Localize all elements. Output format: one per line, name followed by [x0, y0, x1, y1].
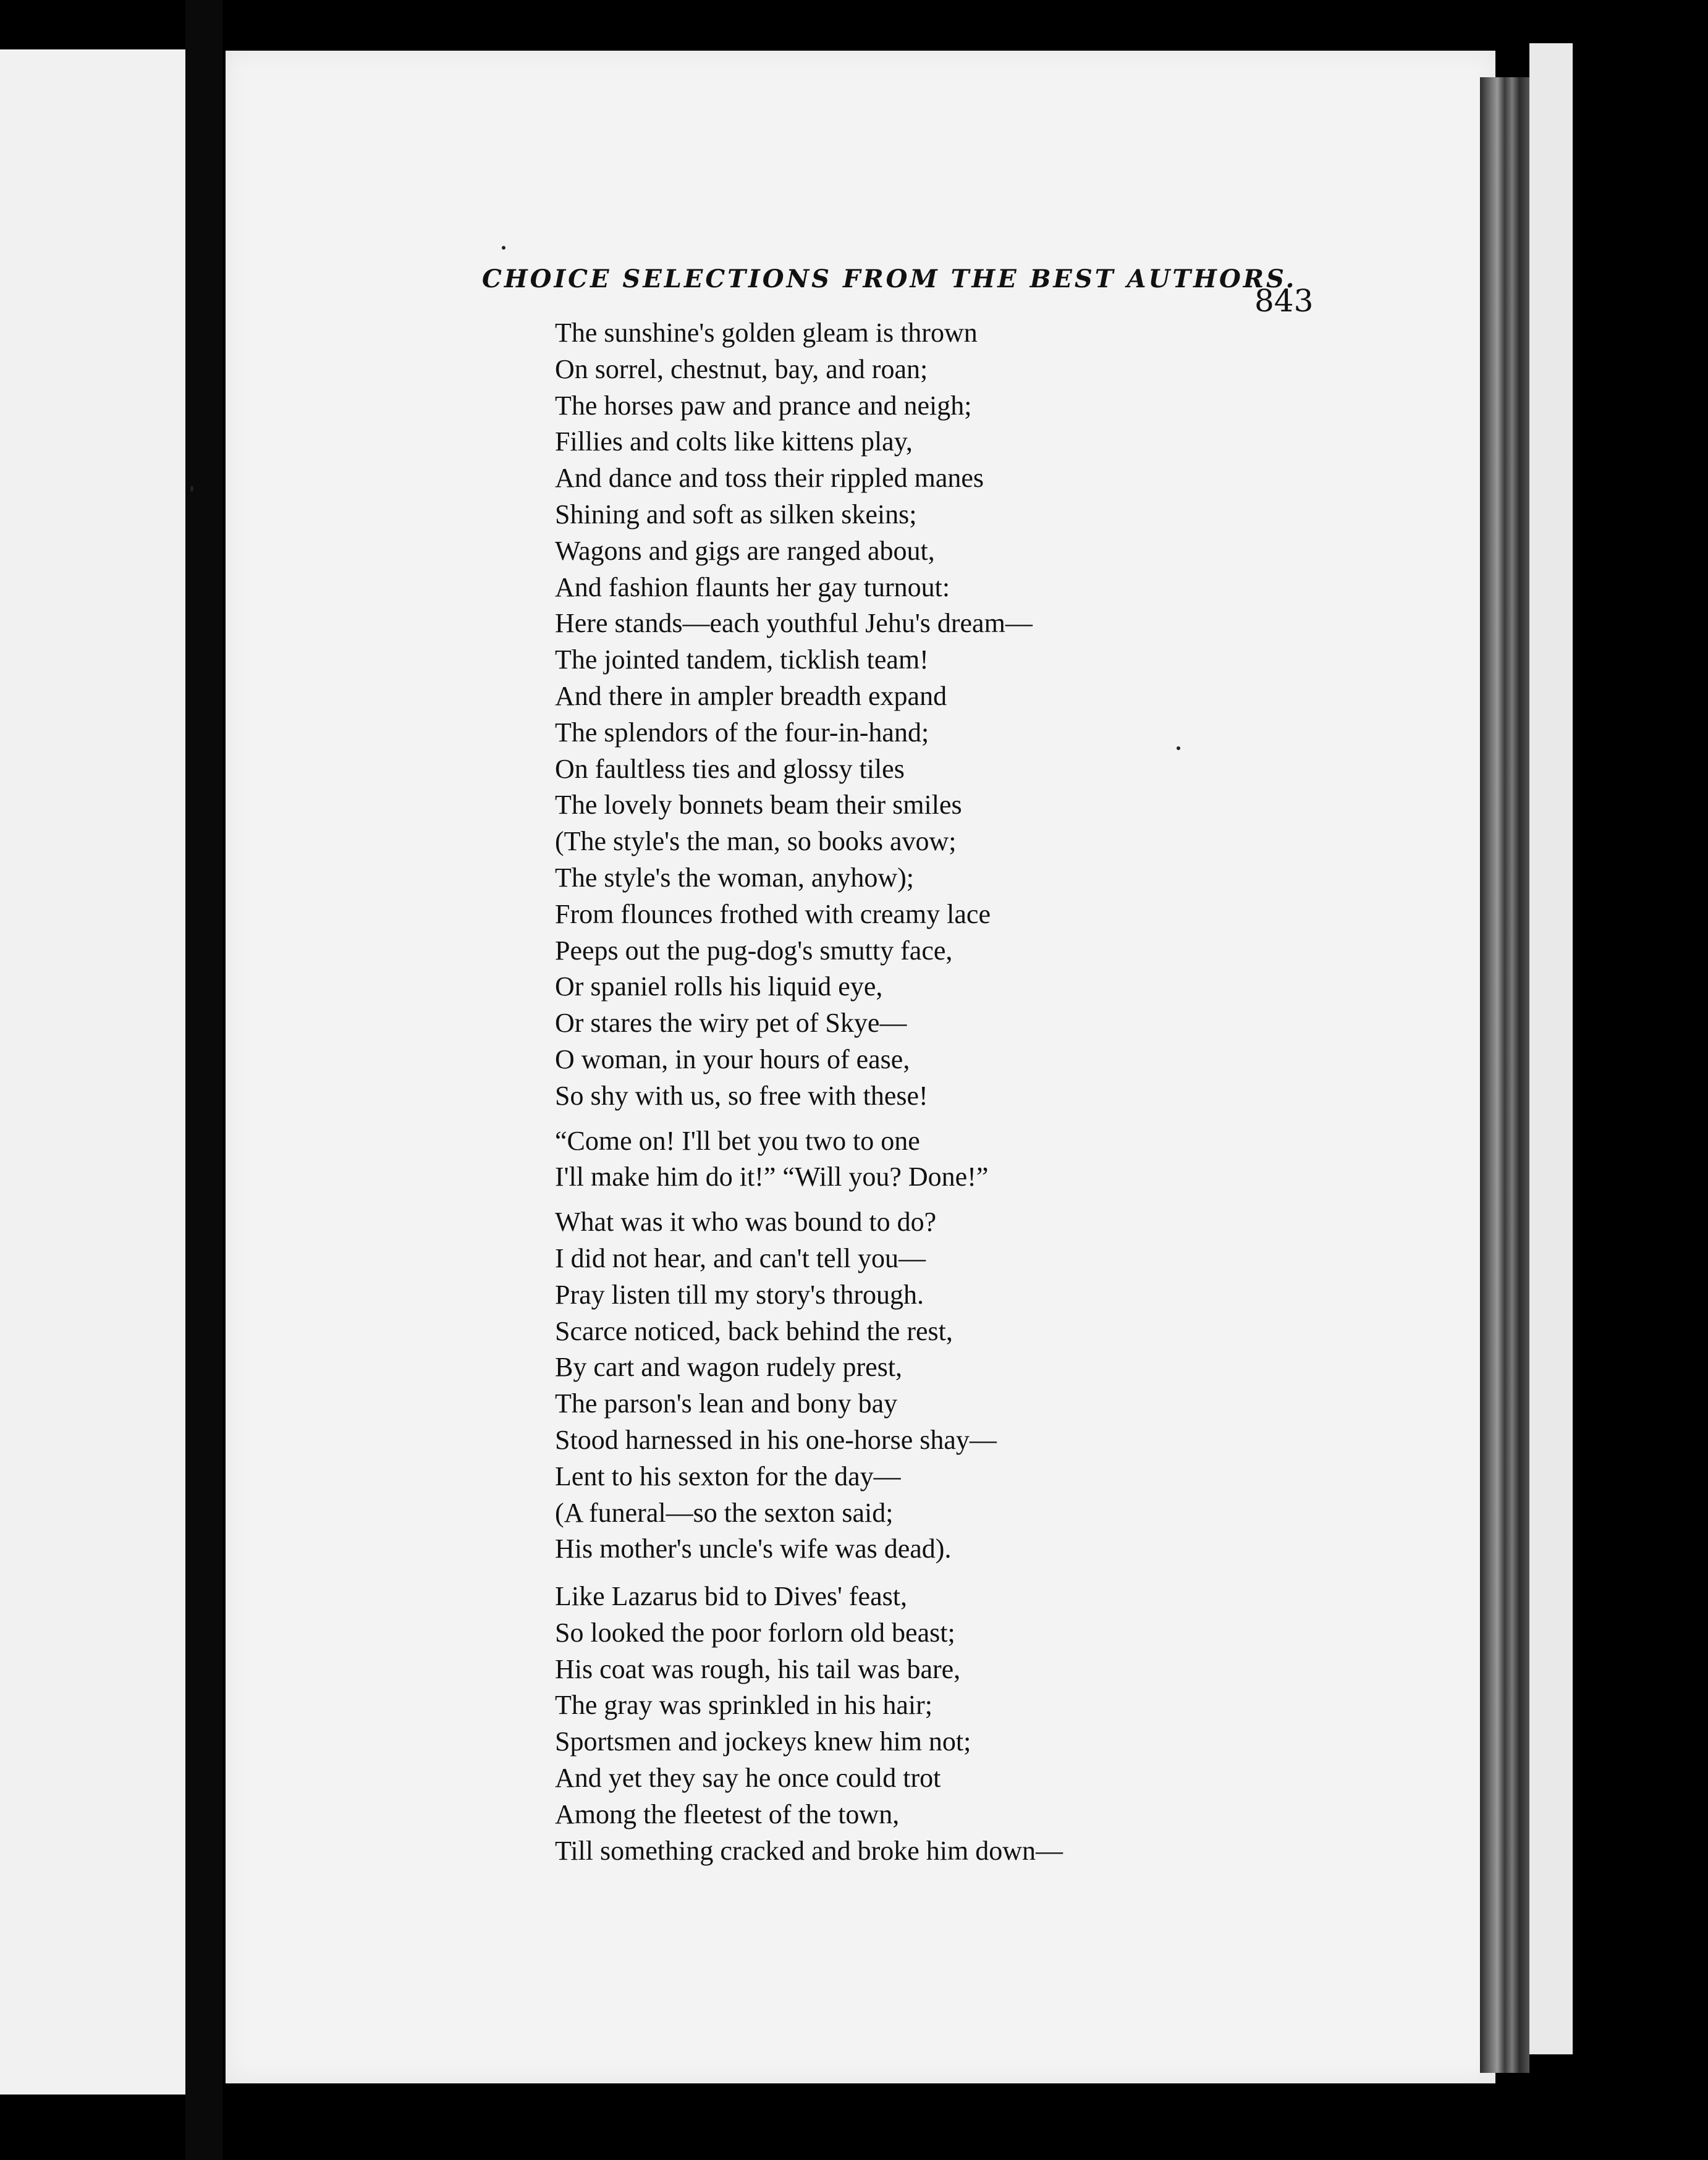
stanza-4: [555, 1579, 1204, 1869]
poem-line: Scarce noticed, back behind the rest,: [555, 1315, 953, 1346]
poem-line: The gray was sprinkled in his hair;: [555, 1690, 932, 1721]
stanza-1: [555, 315, 1204, 1115]
poem-line: And dance and toss their rippled manes: [555, 463, 984, 494]
poem-text: [555, 315, 1204, 1869]
poem-line: Till something cracked and broke him down—: [555, 1835, 1063, 1866]
poem-line: His mother's uncle's wife was dead).: [555, 1534, 952, 1564]
poem-line: The jointed tandem, ticklish team!: [555, 644, 929, 675]
poem-line: Sportsmen and jockeys knew him not;: [555, 1726, 971, 1757]
poem-line: And yet they say he once could trot: [555, 1763, 941, 1794]
scan-speck: [190, 486, 193, 492]
poem-line: The lovely bonnets beam their smiles: [555, 790, 962, 821]
poem-line: Here stands—each youthful Jehu's dream—: [555, 608, 1033, 639]
poem-line: O woman, in your hours of ease,: [555, 1044, 910, 1074]
poem-line: And there in ampler breadth expand: [555, 680, 947, 711]
poem-line: Fillies and colts like kittens play,: [555, 426, 913, 457]
stanza-break: [555, 1567, 1204, 1579]
poem-line: “Come on! I'll bet you two to one: [555, 1125, 920, 1156]
page-number: 843: [1254, 283, 1314, 319]
poem-line: Lent to his sexton for the day—: [555, 1461, 901, 1491]
poem-line: I did not hear, and can't tell you—: [555, 1242, 926, 1273]
poem-line: Shining and soft as silken skeins;: [555, 499, 917, 529]
poem-line: (A funeral—so the sexton said;: [555, 1497, 894, 1528]
stanza-2: [555, 1123, 1204, 1196]
scan-speck: [502, 246, 505, 250]
poem-line: Wagons and gigs are ranged about,: [555, 535, 935, 566]
poem-line: The horses paw and prance and neigh;: [555, 390, 972, 421]
running-title: CHOICE SELECTIONS FROM THE BEST AUTHORS.: [482, 264, 1297, 293]
poem-line: Stood harnessed in his one-horse shay—: [555, 1424, 997, 1455]
stanza-break: [555, 1196, 1204, 1204]
scan-speck: [1177, 746, 1180, 750]
poem-line: Among the fleetest of the town,: [555, 1799, 900, 1829]
poem-line: (The style's the man, so books avow;: [555, 826, 957, 857]
stanza-3: [555, 1204, 1204, 1567]
poem-line: His coat was rough, his tail was bare,: [555, 1653, 961, 1684]
poem-line: Like Lazarus bid to Dives' feast,: [555, 1581, 907, 1612]
poem-line: The splendors of the four-in-hand;: [555, 717, 929, 748]
poem-line: Or stares the wiry pet of Skye—: [555, 1008, 907, 1039]
poem-line: So shy with us, so free with these!: [555, 1080, 928, 1111]
poem-line: So looked the poor forlorn old beast;: [555, 1617, 955, 1648]
poem-line: On sorrel, chestnut, bay, and roan;: [555, 353, 928, 384]
page-edge-stack: [1480, 77, 1529, 2073]
poem-line: Pray listen till my story's through.: [555, 1279, 924, 1310]
poem-line: I'll make him do it!” “Will you? Done!”: [555, 1162, 989, 1192]
poem-line: The parson's lean and bony bay: [555, 1388, 898, 1419]
poem-line: From flounces frothed with creamy lace: [555, 898, 991, 929]
poem-line: The sunshine's golden gleam is thrown: [555, 318, 978, 348]
poem-line: By cart and wagon rudely prest,: [555, 1352, 903, 1383]
stanza-break: [555, 1115, 1204, 1123]
poem-line: What was it who was bound to do?: [555, 1207, 937, 1238]
poem-line: On faultless ties and glossy tiles: [555, 753, 905, 784]
poem-line: The style's the woman, anyhow);: [555, 862, 915, 893]
facing-page: [0, 49, 185, 2095]
poem-line: Peeps out the pug-dog's smutty face,: [555, 935, 953, 966]
poem-line: And fashion flaunts her gay turnout:: [555, 572, 950, 602]
page-edge-light: [1529, 43, 1573, 2054]
book-gutter: [185, 0, 222, 2160]
poem-line: Or spaniel rolls his liquid eye,: [555, 971, 883, 1002]
